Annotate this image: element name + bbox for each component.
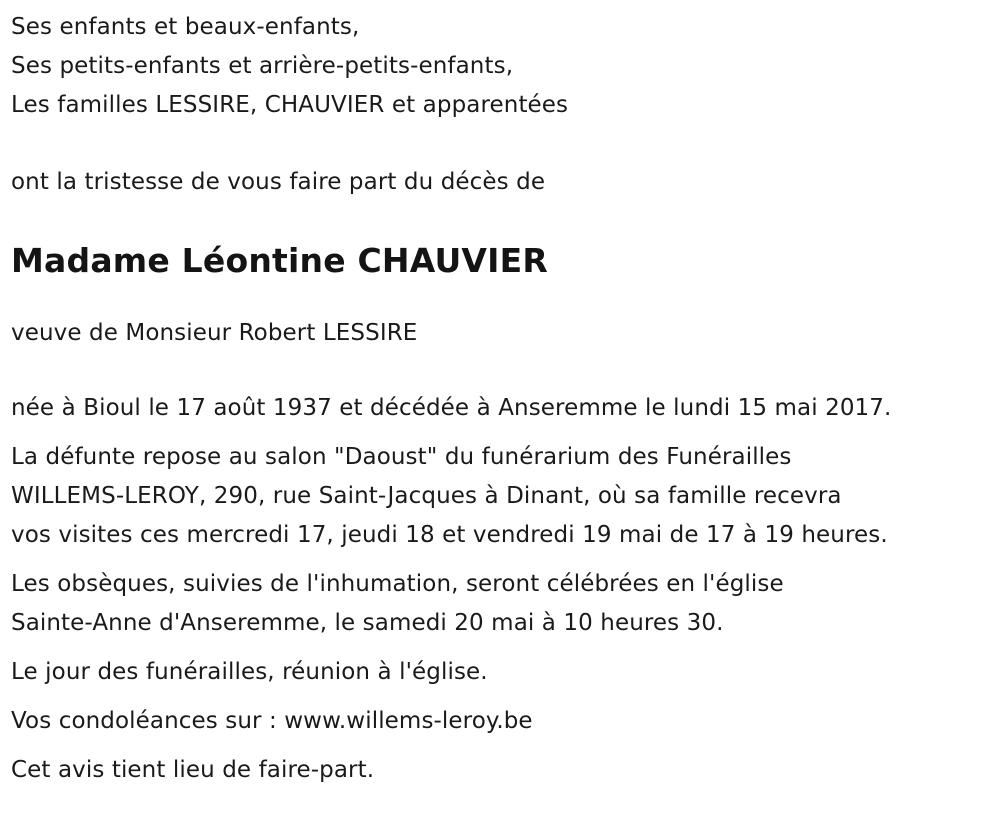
announcement-text: ont la tristesse de vous faire part du décès de <box>11 169 546 195</box>
family-line-families: Les familles LESSIRE, CHAUVIER et apparentées <box>11 92 569 118</box>
visitation-line: WILLEMS-LEROY, 290, rue Saint-Jacques à Dinant, où sa famille recevra <box>11 483 842 509</box>
gathering-text: Le jour des funérailles, réunion à l'église. <box>11 659 488 685</box>
death-notice <box>11 8 991 790</box>
visitation-line: vos visites ces mercredi 17, jeudi 18 et vendredi 19 mai de 17 à 19 heures. <box>11 522 888 548</box>
funeral-line: Les obsèques, suivies de l'inhumation, seront célébrées en l'église <box>11 571 784 597</box>
family-line-grandchildren: Ses petits-enfants et arrière-petits-enfants, <box>11 53 514 79</box>
condolences-text: Vos condoléances sur : www.willems-leroy.be <box>11 708 533 734</box>
deceased-name: Madame Léontine CHAUVIER <box>11 241 549 280</box>
closing-text: Cet avis tient lieu de faire-part. <box>11 757 375 783</box>
visitation-line: La défunte repose au salon "Daoust" du funérarium des Funérailles <box>11 444 792 470</box>
funeral-line: Sainte-Anne d'Anseremme, le samedi 20 mai à 10 heures 30. <box>11 610 724 636</box>
visitation-paragraph <box>11 438 991 555</box>
birth-death-text: née à Bioul le 17 août 1937 et décédée à Anseremme le lundi 15 mai 2017. <box>11 395 892 421</box>
family-line-children: Ses enfants et beaux-enfants, <box>11 14 360 40</box>
widow-of-text: veuve de Monsieur Robert LESSIRE <box>11 320 418 346</box>
funeral-paragraph <box>11 565 991 643</box>
